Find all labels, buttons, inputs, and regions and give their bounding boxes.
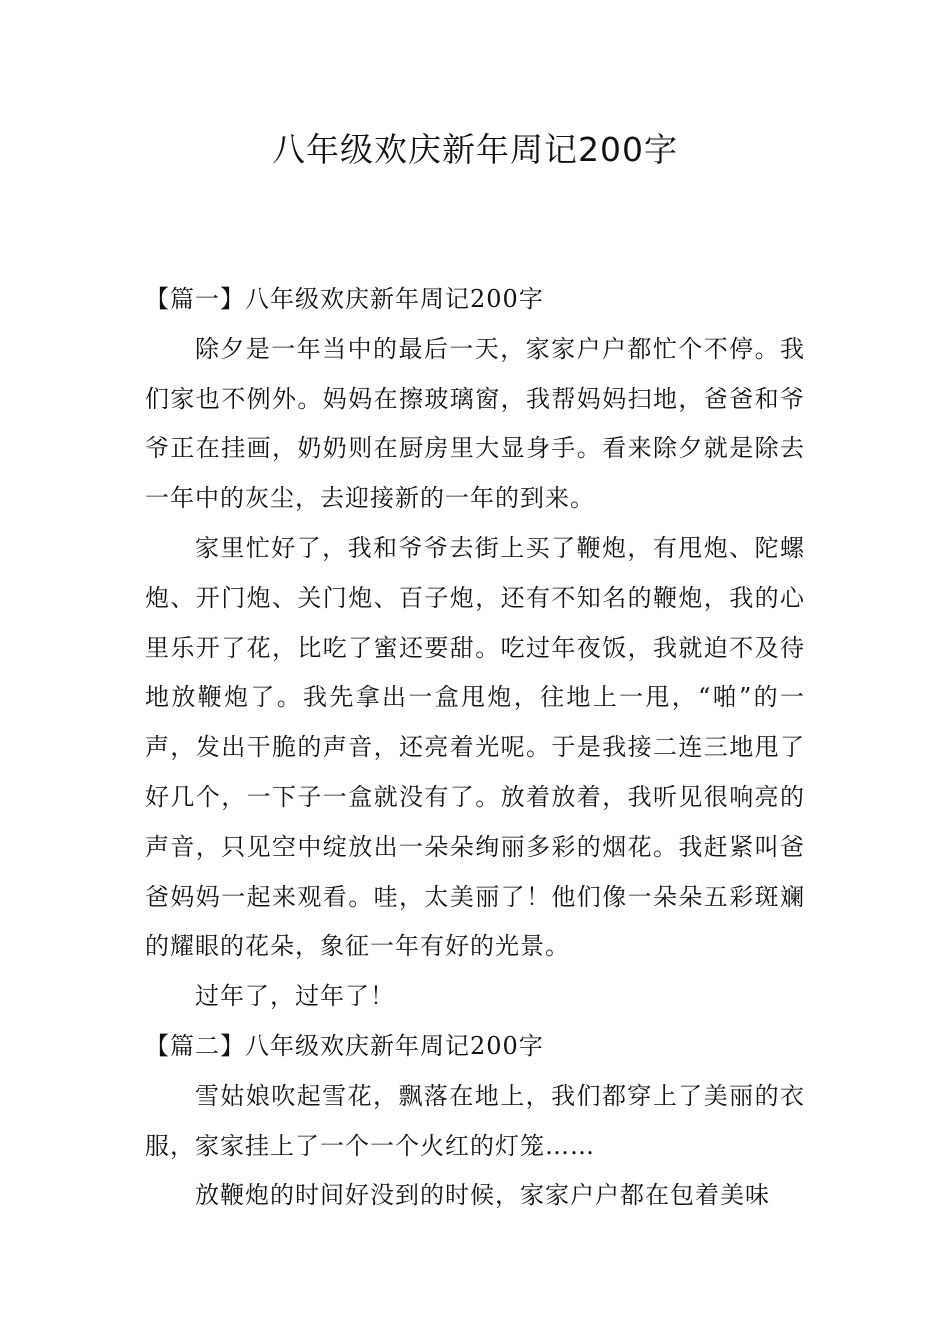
section-1: [145, 275, 805, 1022]
paragraph: 雪姑娘吹起雪花，飘落在地上，我们都穿上了美丽的衣服，家家挂上了一个一个火红的灯笼……: [145, 1081, 805, 1160]
section-2: [145, 1022, 805, 1221]
paragraph: 过年了，过年了！: [195, 982, 395, 1011]
paragraph: 除夕是一年当中的最后一天，家家户户都忙个不停。我们家也不例外。妈妈在擦玻璃窗，我帮妈妈扫地，爸爸和爷爷正在挂画，奶奶则在厨房里大显身手。看来除夕就是除去一年中的灰尘，去迎接新的一年的到来。: [145, 334, 805, 513]
document-body: [145, 275, 805, 1221]
paragraph: 家里忙好了，我和爷爷去街上买了鞭炮，有甩炮、陀螺炮、开门炮、关门炮、百子炮，还有不知名的鞭炮，我的心里乐开了花，比吃了蜜还要甜。吃过年夜饭，我就迫不及待地放鞭炮了。我先拿出一盒甩炮，往地上一甩，“啪”的一声，发出干脆的声音，还亮着光呢。于是我接二连三地甩了好几个，一下子一盒就没有了。放着放着，我听见很响亮的声音，只见空中绽放出一朵朵绚丽多彩的烟花。我赶紧叫爸爸妈妈一起来观看。哇，太美丽了！他们像一朵朵五彩斑斓的耀眼的花朵，象征一年有好的光景。: [145, 533, 805, 961]
section-heading: 【篇二】八年级欢庆新年周记200字: [145, 1031, 544, 1060]
document-title: 八年级欢庆新年周记200字: [272, 130, 678, 169]
paragraph: 放鞭炮的时间好没到的时候，家家户户都在包着美味: [195, 1181, 770, 1210]
section-heading: 【篇一】八年级欢庆新年周记200字: [145, 285, 544, 313]
